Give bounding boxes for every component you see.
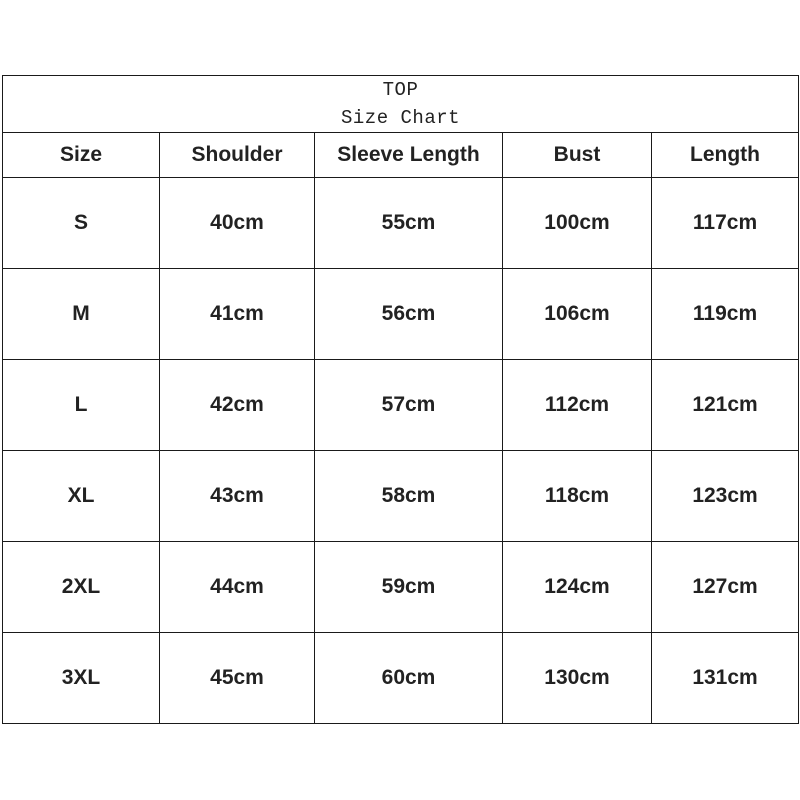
table-row bbox=[3, 178, 799, 269]
cell-size: L bbox=[3, 360, 160, 451]
cell-length: 127cm bbox=[652, 542, 799, 633]
cell-sleeve-length: 60cm bbox=[315, 633, 503, 724]
cell-size: 3XL bbox=[3, 633, 160, 724]
table-subtitle: Size Chart bbox=[341, 107, 461, 129]
cell-shoulder: 44cm bbox=[160, 542, 315, 633]
cell-sleeve-length: 56cm bbox=[315, 269, 503, 360]
table-title-cell bbox=[3, 76, 799, 133]
column-header-bust: Bust bbox=[503, 133, 652, 178]
cell-sleeve-length: 55cm bbox=[315, 178, 503, 269]
cell-size: M bbox=[3, 269, 160, 360]
cell-bust: 112cm bbox=[503, 360, 652, 451]
size-chart-table bbox=[2, 75, 799, 724]
cell-sleeve-length: 59cm bbox=[315, 542, 503, 633]
cell-sleeve-length: 57cm bbox=[315, 360, 503, 451]
cell-shoulder: 45cm bbox=[160, 633, 315, 724]
table-row bbox=[3, 451, 799, 542]
table-title: TOP bbox=[382, 79, 419, 101]
cell-size: XL bbox=[3, 451, 160, 542]
table-row bbox=[3, 633, 799, 724]
cell-sleeve-length: 58cm bbox=[315, 451, 503, 542]
table-row bbox=[3, 542, 799, 633]
cell-length: 123cm bbox=[652, 451, 799, 542]
cell-length: 121cm bbox=[652, 360, 799, 451]
cell-shoulder: 41cm bbox=[160, 269, 315, 360]
cell-size: 2XL bbox=[3, 542, 160, 633]
column-header-shoulder: Shoulder bbox=[160, 133, 315, 178]
cell-shoulder: 40cm bbox=[160, 178, 315, 269]
table-row bbox=[3, 269, 799, 360]
cell-shoulder: 42cm bbox=[160, 360, 315, 451]
cell-shoulder: 43cm bbox=[160, 451, 315, 542]
column-header-sleeve-length: Sleeve Length bbox=[315, 133, 503, 178]
title-row bbox=[3, 76, 799, 133]
cell-bust: 130cm bbox=[503, 633, 652, 724]
cell-size: S bbox=[3, 178, 160, 269]
cell-bust: 106cm bbox=[503, 269, 652, 360]
cell-bust: 118cm bbox=[503, 451, 652, 542]
cell-bust: 100cm bbox=[503, 178, 652, 269]
column-header-size: Size bbox=[3, 133, 160, 178]
header-row bbox=[3, 133, 799, 178]
table-row bbox=[3, 360, 799, 451]
column-header-length: Length bbox=[652, 133, 799, 178]
table-body bbox=[3, 76, 799, 724]
cell-length: 119cm bbox=[652, 269, 799, 360]
cell-bust: 124cm bbox=[503, 542, 652, 633]
cell-length: 117cm bbox=[652, 178, 799, 269]
cell-length: 131cm bbox=[652, 633, 799, 724]
